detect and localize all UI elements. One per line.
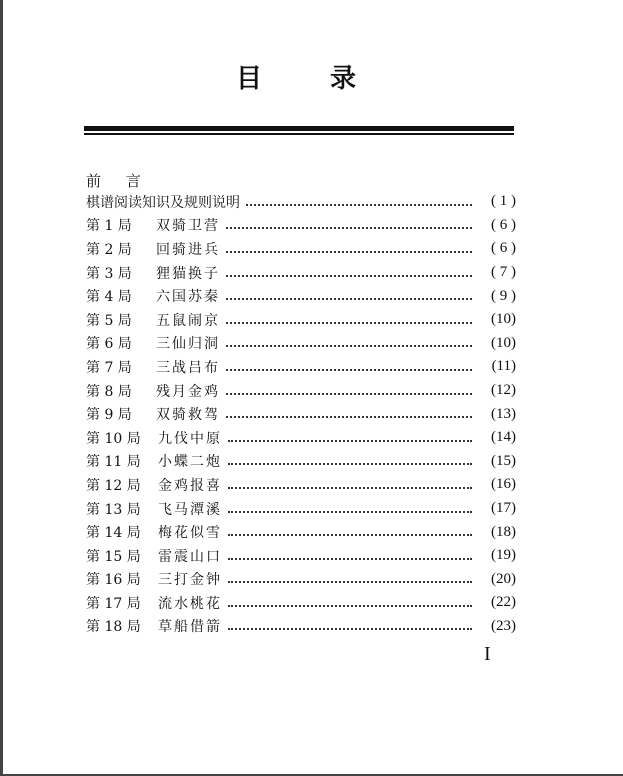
- toc-leader-dots: [228, 534, 472, 536]
- page-number: I: [484, 643, 491, 665]
- toc-game-number: 第 3 局: [86, 265, 132, 282]
- table-of-contents: [86, 190, 516, 638]
- toc-row[interactable]: [86, 450, 516, 474]
- toc-page-number: ( 6 ): [491, 240, 516, 257]
- toc-leader-dots: [228, 511, 472, 513]
- toc-page-number: (15): [491, 452, 516, 469]
- toc-page-number: ( 1 ): [491, 193, 516, 210]
- toc-row[interactable]: [86, 520, 516, 544]
- toc-leader-dots: [228, 487, 472, 489]
- toc-row[interactable]: [86, 284, 516, 308]
- toc-row[interactable]: [86, 568, 516, 592]
- toc-entry-title: 五鼠闹京: [156, 312, 220, 329]
- toc-page-number: (23): [491, 617, 516, 634]
- toc-page-number: (14): [491, 429, 516, 446]
- toc-leader-dots: [226, 416, 472, 418]
- toc-entry-title: 三仙归洞: [156, 336, 220, 353]
- toc-entry-title: 双骑救驾: [156, 407, 220, 424]
- toc-game-number: 第 4 局: [86, 289, 132, 306]
- toc-entry-title: 残月金鸡: [156, 383, 220, 400]
- title-rule-thin: [84, 133, 514, 135]
- toc-game-number: 第 6 局: [86, 336, 132, 353]
- toc-page-number: (10): [491, 334, 516, 351]
- toc-entry-title: 棋谱阅读知识及规则说明: [86, 194, 240, 211]
- toc-entry-preface[interactable]: 前 言: [86, 172, 151, 190]
- toc-page-number: (19): [491, 547, 516, 564]
- title-char-2: 录: [330, 64, 357, 94]
- toc-entry-title: 飞马潭溪: [158, 501, 222, 518]
- toc-game-number: 第 18 局: [86, 619, 141, 636]
- toc-leader-dots: [228, 558, 472, 560]
- toc-entry-title: 小蝶二炮: [158, 454, 222, 471]
- toc-row[interactable]: [86, 591, 516, 615]
- toc-row[interactable]: [86, 190, 516, 214]
- toc-page-number: ( 9 ): [491, 287, 516, 304]
- toc-row[interactable]: [86, 308, 516, 332]
- toc-entry-title: 狸猫换子: [156, 265, 220, 282]
- toc-leader-dots: [228, 605, 472, 607]
- toc-entry-title: 草船借箭: [158, 619, 222, 636]
- toc-page-number: (22): [491, 594, 516, 611]
- toc-page-number: (12): [491, 382, 516, 399]
- toc-row[interactable]: [86, 544, 516, 568]
- toc-entry-title: 六国苏秦: [156, 289, 220, 306]
- toc-page-number: (20): [491, 570, 516, 587]
- toc-page-number: (17): [491, 500, 516, 517]
- toc-row[interactable]: [86, 332, 516, 356]
- toc-entry-title: 金鸡报喜: [158, 477, 222, 494]
- toc-game-number: 第 7 局: [86, 359, 132, 376]
- toc-leader-dots: [226, 393, 472, 395]
- toc-game-number: 第 13 局: [86, 501, 141, 518]
- toc-row[interactable]: [86, 214, 516, 238]
- toc-page-number: (10): [491, 311, 516, 328]
- toc-page-number: (16): [491, 476, 516, 493]
- page-title: [0, 58, 623, 94]
- toc-entry-title: 九伐中原: [158, 430, 222, 447]
- toc-row[interactable]: [86, 379, 516, 403]
- toc-leader-dots: [228, 463, 472, 465]
- toc-row[interactable]: [86, 402, 516, 426]
- toc-page-number: (13): [491, 405, 516, 422]
- toc-row[interactable]: [86, 237, 516, 261]
- toc-row[interactable]: [86, 615, 516, 639]
- toc-game-number: 第 11 局: [86, 454, 141, 471]
- toc-page-number: ( 6 ): [491, 216, 516, 233]
- toc-leader-dots: [226, 369, 472, 371]
- toc-entry-title: 梅花似雪: [158, 525, 222, 542]
- toc-entry-title: 双骑卫营: [156, 218, 220, 235]
- toc-leader-dots: [226, 251, 472, 253]
- toc-game-number: 第 17 局: [86, 595, 141, 612]
- toc-entry-title: 流水桃花: [158, 595, 222, 612]
- toc-leader-dots: [226, 298, 472, 300]
- toc-game-number: 第 12 局: [86, 477, 141, 494]
- toc-row[interactable]: [86, 261, 516, 285]
- toc-game-number: 第 14 局: [86, 525, 141, 542]
- toc-page-number: (11): [491, 358, 516, 375]
- toc-leader-dots: [226, 227, 472, 229]
- toc-page-number: ( 7 ): [491, 264, 516, 281]
- toc-game-number: 第 5 局: [86, 312, 132, 329]
- toc-entry-title: 三战吕布: [156, 359, 220, 376]
- toc-leader-dots: [228, 440, 472, 442]
- toc-game-number: 第 8 局: [86, 383, 132, 400]
- toc-row[interactable]: [86, 355, 516, 379]
- toc-game-number: 第 9 局: [86, 407, 132, 424]
- toc-entry-title: 雷震山口: [158, 548, 222, 565]
- toc-game-number: 第 2 局: [86, 241, 132, 258]
- title-char-1: 目: [236, 64, 263, 94]
- toc-entry-title: 回骑进兵: [156, 241, 220, 258]
- toc-entry-title: 三打金钟: [158, 572, 222, 589]
- toc-leader-dots: [226, 345, 472, 347]
- toc-row[interactable]: [86, 497, 516, 521]
- toc-page-number: (18): [491, 523, 516, 540]
- toc-game-number: 第 10 局: [86, 430, 141, 447]
- toc-leader-dots: [246, 204, 472, 206]
- toc-leader-dots: [228, 628, 472, 630]
- toc-row[interactable]: [86, 473, 516, 497]
- toc-leader-dots: [228, 581, 472, 583]
- toc-game-number: 第 15 局: [86, 548, 141, 565]
- toc-game-number: 第 16 局: [86, 572, 141, 589]
- title-rule-thick: [84, 126, 514, 131]
- toc-game-number: 第 1 局: [86, 218, 132, 235]
- toc-row[interactable]: [86, 426, 516, 450]
- toc-leader-dots: [226, 275, 472, 277]
- toc-leader-dots: [226, 322, 472, 324]
